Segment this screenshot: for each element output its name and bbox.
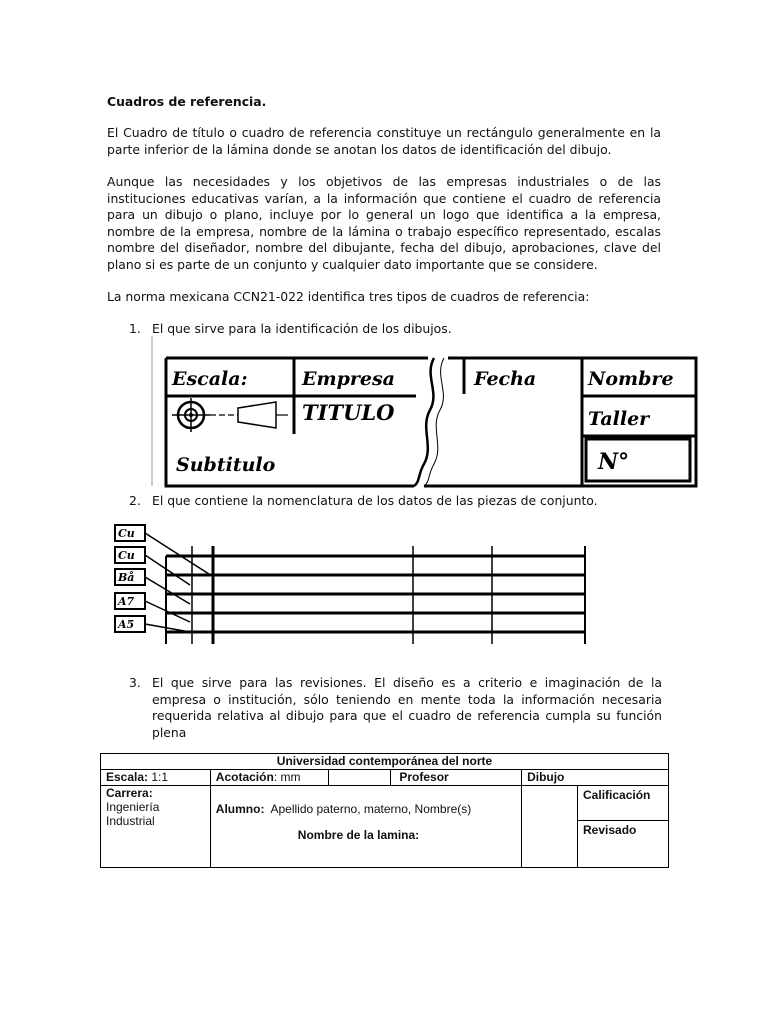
calificacion-label: Calificación xyxy=(578,786,669,821)
acotacion-value: : mm xyxy=(273,770,301,784)
fig2-tag-2: Cu xyxy=(118,549,135,562)
escala-label: Escala: xyxy=(106,770,149,784)
fig1-taller: Taller xyxy=(588,408,650,430)
carrera-value-2: Industrial xyxy=(106,814,155,828)
revision-table xyxy=(100,753,669,868)
paragraph-2: Aunque las necesidades y los objetivos de las empresas industriales o de las instituciones educativas varían, a la información que contiene el cuadro de referencia para un dibujo o plano, incluye por lo general un logo que identifica a la empresa, nombre de la empresa, nombre de la lámina o trabajo específico representado, escalas nombre del diseñador, nombre del dibujante, fecha del dibujo, aprobaciones, clave del plano si es parte de un conjunto y cualquier dato importante que se considere. xyxy=(107,174,661,272)
alumno-cell xyxy=(210,786,521,868)
list-item-1: El que sirve para la identificación de los dibujos. xyxy=(152,321,452,336)
dibujo-signature-cell xyxy=(522,786,578,868)
dibujo-label: Dibujo xyxy=(522,770,578,786)
target-logo-icon xyxy=(172,398,288,432)
fig1-fecha: Fecha xyxy=(474,368,537,390)
university-name: Universidad contemporánea del norte xyxy=(101,754,669,770)
fig2-tag-5: A5 xyxy=(118,618,135,631)
fig2-tag-3: Bå xyxy=(118,571,135,584)
fig1-titulo: TITULO xyxy=(302,400,395,425)
alumno-label: Alumno: xyxy=(215,802,265,816)
revisado-label: Revisado xyxy=(578,821,669,868)
alumno-value: Apellido paterno, materno, Nombre(s) xyxy=(270,802,472,816)
parts-list-figure xyxy=(112,520,592,650)
fig2-tag-1: Cu xyxy=(118,527,135,540)
fig1-escala: Escala: xyxy=(172,368,248,390)
profesor-label: Profesor xyxy=(391,770,522,786)
list-item-3: El que sirve para las revisiones. El diseño es a criterio e imaginación de la empresa o institución, sólo teniendo en mente toda la información necesaria requerida relativa al dibujo para que el cuadro de referencia cumpla su función plena xyxy=(152,675,662,740)
carrera-value-1: Ingeniería xyxy=(106,800,160,814)
list-number-1: 1. xyxy=(129,321,141,336)
list-number-3: 3. xyxy=(129,675,141,690)
fig1-empresa: Empresa xyxy=(302,368,395,390)
title-block-figure xyxy=(148,336,700,492)
empty-cell xyxy=(328,770,391,786)
escala-cell xyxy=(101,770,211,786)
fig2-tag-4: A7 xyxy=(118,595,135,608)
lamina-label: Nombre de la lamina: xyxy=(297,828,420,842)
fig1-nombre: Nombre xyxy=(588,368,674,390)
escala-value: 1:1 xyxy=(151,770,169,784)
fig1-subtitulo: Subtitulo xyxy=(176,454,276,476)
list-number-2: 2. xyxy=(129,493,141,508)
paragraph-1: El Cuadro de título o cuadro de referencia constituye un rectángulo generalmente en la parte inferior de la lámina donde se anotan los datos de identificación del dibujo. xyxy=(107,125,661,157)
paragraph-3: La norma mexicana CCN21-022 identifica tres tipos de cuadros de referencia: xyxy=(107,289,590,304)
carrera-label: Carrera: xyxy=(106,786,153,800)
acotacion-cell xyxy=(210,770,328,786)
list-item-2: El que contiene la nomenclatura de los datos de las piezas de conjunto. xyxy=(152,493,598,508)
acotacion-label: Acotación xyxy=(215,770,274,784)
fig1-numero: N° xyxy=(598,449,630,475)
dibujo-value xyxy=(578,770,669,786)
page-title: Cuadros de referencia. xyxy=(107,94,267,109)
carrera-cell xyxy=(101,786,211,868)
